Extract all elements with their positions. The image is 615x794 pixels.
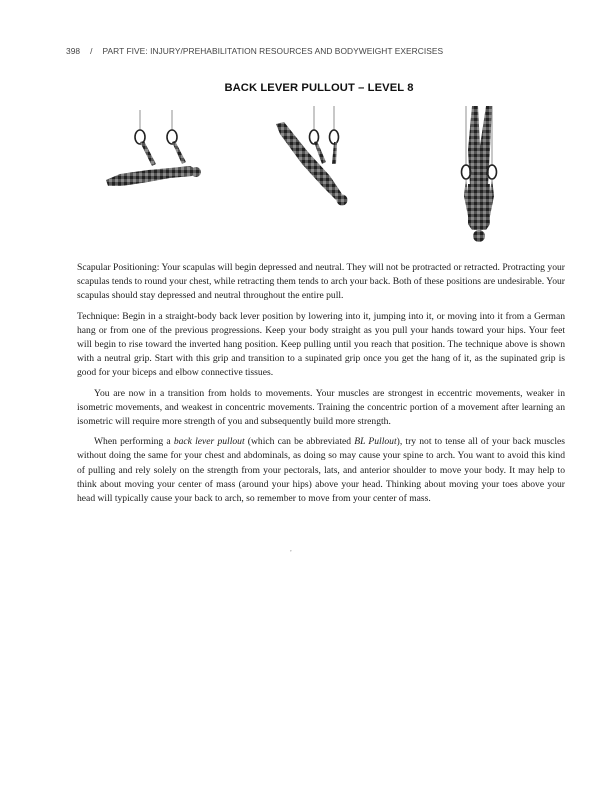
gymnast-back-lever-inclined-icon: [272, 106, 356, 212]
exercise-title: BACK LEVER PULLOUT – LEVEL 8: [224, 82, 414, 94]
gymnast-inverted-hang-icon: [456, 106, 502, 244]
term-back-lever-pullout: back lever pullout: [173, 436, 245, 448]
scapular-positioning-paragraph: Scapular Positioning: Your scapulas will begin depressed and neutral. They will not be protracted or retracted. Protracting your scapulas tends to round your chest, while retracting them tends to arch your back. Both of these positions are undesirable. Your scapulas should stay depressed and neutral throughout the entire pull.: [77, 262, 565, 302]
performing-paragraph: [77, 435, 565, 506]
transition-paragraph: You are now in a transition from holds to movements. Your muscles are strongest in eccentric movements, weaker in isometric movements, and weakest in concentric movements. Training the concentric portion of a movement after learning an isometric will require more strength of you and subsequently build more strength.: [77, 387, 565, 428]
gymnast-back-lever-horizontal-icon: [100, 110, 206, 200]
running-header: [66, 46, 566, 56]
stray-mark: ,: [290, 545, 292, 553]
term-bl-pullout: BL Pullout: [354, 436, 397, 448]
body-text: [77, 261, 565, 512]
page-number: 398: [66, 46, 81, 56]
performing-text-2: (which can be abbreviated: [244, 436, 355, 448]
header-separator: /: [90, 46, 93, 56]
performing-text-3: ), try not to tense all of your back muscles without doing the same for your chest and abdominals, as doing so may cause your spine to arch. You want to avoid this kind of pulling and rely solely on the strength from your pectorals, lats, and anterior shoulder to move your body. It may help to think about moving your center of mass (around your hips) above your head. Thinking about moving your toes above your head will typically cause your back to arch, so remember to move from your center of mass.: [77, 436, 565, 505]
performing-text-1: When performing a: [94, 436, 174, 448]
technique-paragraph: Technique: Begin in a straight-body back lever position by lowering into it, jumping into it, or moving into it from a German hang or from one of the previous progressions. Keep your body straight as you pull your hands toward your hips. Your feet will begin to rise toward the inverted hang position. Keep pulling until you reach that position. The technique above is shown with a neutral grip. Start with this grip and transition to a supinated grip once you get the hang of it, as the supinated grip is good for your biceps and elbow connective tissues.: [77, 310, 565, 379]
section-title: PART FIVE: INJURY/PREHABILITATION RESOURCES AND BODYWEIGHT EXERCISES: [102, 46, 444, 56]
